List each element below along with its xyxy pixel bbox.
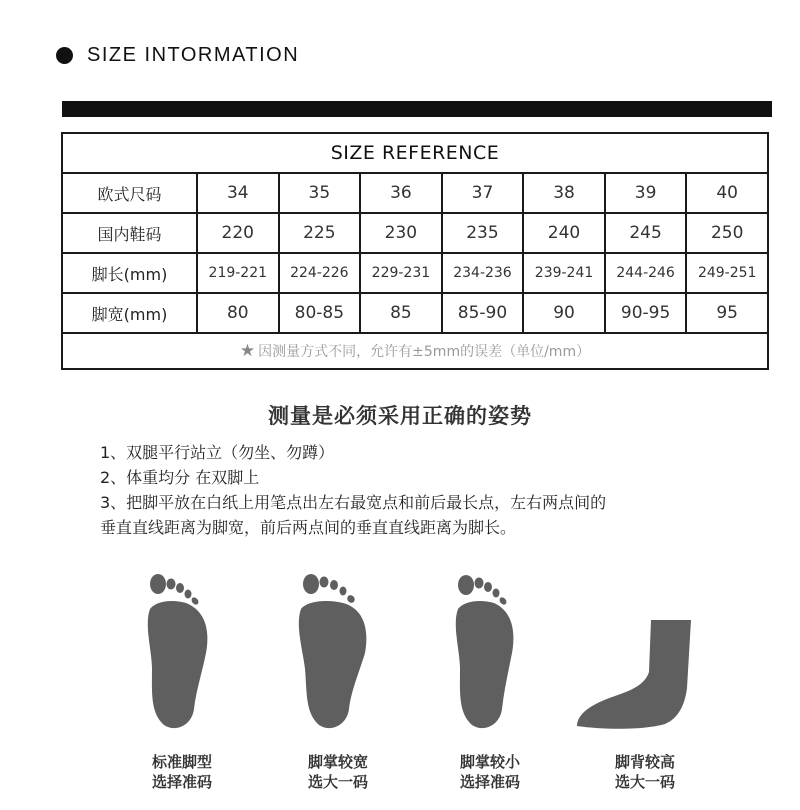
table-cell: 219-221 (197, 253, 279, 293)
caption-line: 脚掌较宽 (307, 753, 368, 771)
guide-step: 2、体重均分 在双脚上 (100, 468, 260, 487)
standard-foot-icon (140, 573, 220, 733)
table-cell: 40 (686, 173, 768, 213)
table-cell: 80 (197, 293, 279, 333)
foot-caption (278, 752, 398, 792)
row-label: 脚长(mm) (62, 253, 197, 293)
table-cell: 245 (605, 213, 687, 253)
table-cell: 39 (605, 173, 687, 213)
table-cell: 90 (523, 293, 605, 333)
guide-steps (100, 440, 760, 540)
divider-bar (62, 101, 772, 117)
foot-caption (430, 752, 550, 792)
guide-title: 测量是必须采用正确的姿势 (268, 404, 532, 428)
table-cell: 90-95 (605, 293, 687, 333)
table-cell: 235 (442, 213, 524, 253)
table-cell: 95 (686, 293, 768, 333)
table-cell: 35 (279, 173, 361, 213)
table-cell: 244-246 (605, 253, 687, 293)
table-cell: 225 (279, 213, 361, 253)
caption-line: 选大一码 (307, 773, 368, 791)
guide-step: 垂直直线距离为脚宽，前后两点间的垂直直线距离为脚长。 (100, 518, 517, 537)
star-icon: ★ (239, 341, 256, 361)
table-row-eu-size (62, 173, 768, 213)
guide-step: 1、双腿平行站立（勿坐、勿蹲） (100, 443, 335, 462)
table-cell: 249-251 (686, 253, 768, 293)
caption-line: 选大一码 (614, 773, 675, 791)
note-text: 因测量方式不同，允许有±5mm的误差（单位/mm） (258, 344, 591, 360)
high-instep-foot-icon (575, 618, 695, 730)
table-title: SIZE REFERENCE (62, 133, 768, 173)
table-cell: 250 (686, 213, 768, 253)
table-cell: 230 (360, 213, 442, 253)
table-cell: 38 (523, 173, 605, 213)
caption-line: 选择准码 (459, 773, 520, 791)
guide-step: 3、把脚平放在白纸上用笔点出左右最宽点和前后最长点，左右两点间的 (100, 493, 607, 512)
caption-line: 脚背较高 (614, 753, 675, 771)
table-cell: 80-85 (279, 293, 361, 333)
section-header (56, 44, 299, 67)
table-row-foot-width (62, 293, 768, 333)
table-cell: 224-226 (279, 253, 361, 293)
caption-line: 脚掌较小 (459, 753, 520, 771)
caption-line: 选择准码 (151, 773, 212, 791)
table-cell: 229-231 (360, 253, 442, 293)
table-cell: 36 (360, 173, 442, 213)
wide-foot-icon (295, 573, 375, 733)
table-cell: 240 (523, 213, 605, 253)
table-cell: 34 (197, 173, 279, 213)
size-reference-table (61, 132, 769, 370)
table-cell: 239-241 (523, 253, 605, 293)
section-title: SIZE INTORMATION (87, 44, 300, 66)
table-cell: 220 (197, 213, 279, 253)
row-label: 国内鞋码 (62, 213, 197, 253)
table-note (62, 333, 768, 369)
table-cell: 85-90 (442, 293, 524, 333)
row-label: 脚宽(mm) (62, 293, 197, 333)
table-cell: 234-236 (442, 253, 524, 293)
row-label: 欧式尺码 (62, 173, 197, 213)
table-cell: 37 (442, 173, 524, 213)
table-row-foot-length (62, 253, 768, 293)
table-cell: 85 (360, 293, 442, 333)
foot-caption (122, 752, 242, 792)
narrow-foot-icon (450, 573, 530, 733)
caption-line: 标准脚型 (151, 753, 212, 771)
bullet-dot-icon (56, 47, 73, 64)
table-row-cn-size (62, 213, 768, 253)
foot-caption (585, 752, 705, 792)
